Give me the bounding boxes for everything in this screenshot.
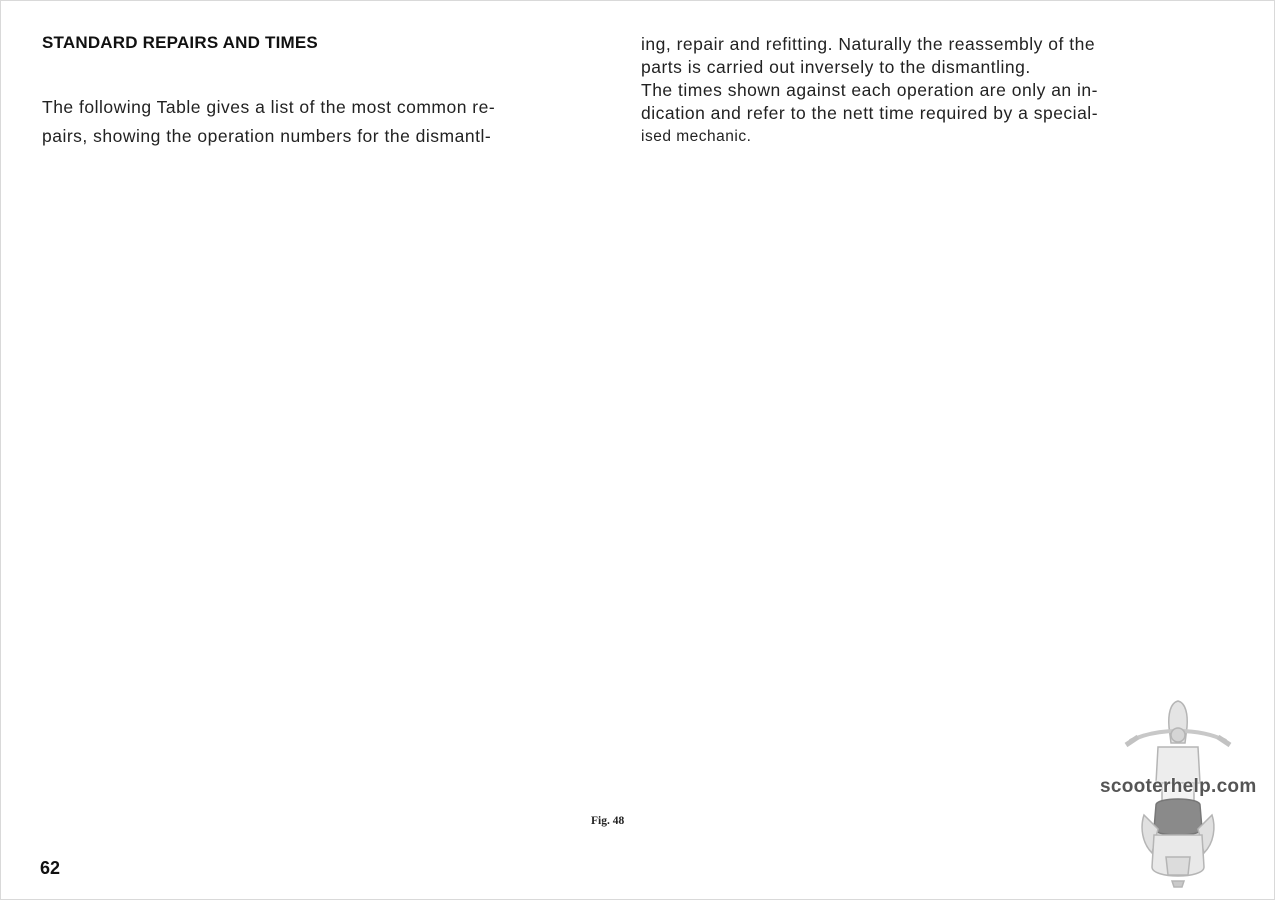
right-text-column [641,33,1241,148]
left-text-column [42,93,602,151]
text-line: parts is carried out inversely to the dismantling. [641,57,1031,77]
watermark-text: scooterhelp.com [1100,776,1257,797]
text-line: ised mechanic. [641,128,752,145]
text-line: The times shown against each operation are only an in- [641,80,1098,100]
text-line: The following Table gives a list of the most common re- [42,97,496,117]
text-line: ing, repair and refitting. Naturally the reassembly of the [641,34,1096,54]
page-number: 62 [40,858,61,878]
figure-caption: Fig. 48 [591,815,625,827]
section-heading: STANDARD REPAIRS AND TIMES [42,33,318,52]
text-line: pairs, showing the operation numbers for the dismantl- [42,126,492,146]
text-line: dication and refer to the nett time required by a special- [641,103,1099,123]
